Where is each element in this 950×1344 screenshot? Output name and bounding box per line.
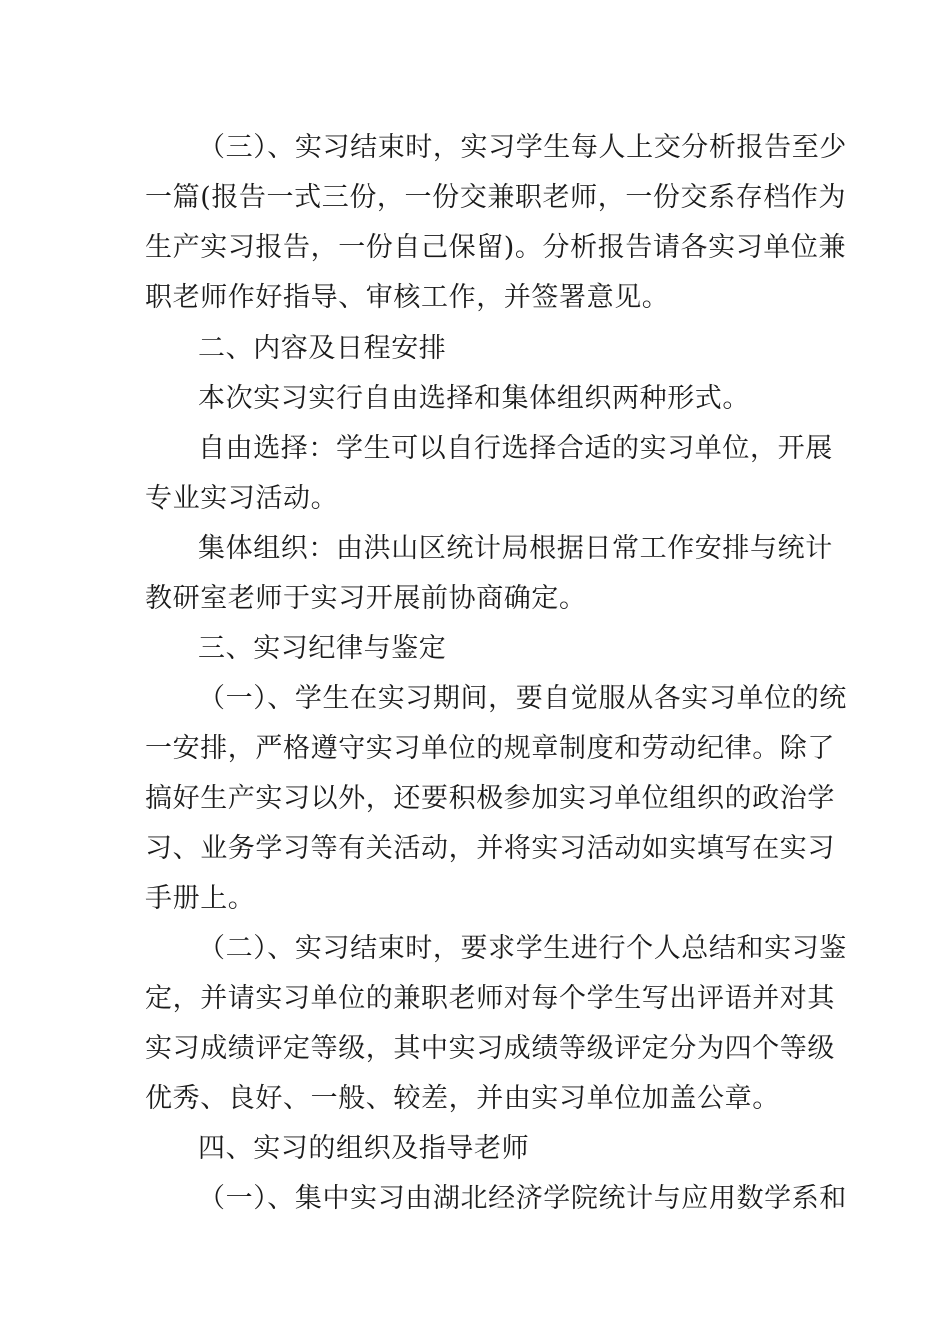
paragraph-line: 实习成绩评定等级，其中实习成绩等级评定分为四个等级 xyxy=(145,1033,835,1064)
paragraph-line: （二）、实习结束时，要求学生进行个人总结和实习鉴 xyxy=(198,933,847,964)
paragraph-line: 教研室老师于实习开展前协商确定。 xyxy=(145,583,587,614)
paragraph-line: 定，并请实习单位的兼职老师对每个学生写出评语并对其 xyxy=(145,983,835,1014)
paragraph-line: 专业实习活动。 xyxy=(145,483,339,514)
paragraph-line: 优秀、良好、一般、较差，并由实习单位加盖公章。 xyxy=(145,1083,780,1114)
paragraph-line: 一篇(报告一式三份，一份交兼职老师，一份交系存档作为 xyxy=(145,182,847,213)
paragraph-line: 一安排，严格遵守实习单位的规章制度和劳动纪律。除了 xyxy=(145,733,835,764)
section-heading: 四、实习的组织及指导老师 xyxy=(198,1133,530,1164)
section-heading: 二、内容及日程安排 xyxy=(198,333,447,364)
paragraph-line: 手册上。 xyxy=(145,883,256,914)
paragraph-line: （三）、实习结束时，实习学生每人上交分析报告至少 xyxy=(198,132,847,163)
paragraph-line: 本次实习实行自由选择和集体组织两种形式。 xyxy=(198,383,750,414)
paragraph-line: （一）、集中实习由湖北经济学院统计与应用数学系和 xyxy=(198,1183,847,1214)
paragraph-line: 职老师作好指导、审核工作，并签署意见。 xyxy=(145,282,670,313)
paragraph-line: 集体组织：由洪山区统计局根据日常工作安排与统计 xyxy=(198,533,833,564)
section-heading: 三、实习纪律与鉴定 xyxy=(198,633,447,664)
paragraph-line: 自由选择：学生可以自行选择合适的实习单位，开展 xyxy=(198,433,833,464)
paragraph-line: （一）、学生在实习期间，要自觉服从各实习单位的统 xyxy=(198,683,847,714)
paragraph-line: 习、业务学习等有关活动，并将实习活动如实填写在实习 xyxy=(145,833,835,864)
paragraph-line: 生产实习报告，一份自己保留)。分析报告请各实习单位兼 xyxy=(145,232,847,263)
paragraph-line: 搞好生产实习以外，还要积极参加实习单位组织的政治学 xyxy=(145,783,835,814)
